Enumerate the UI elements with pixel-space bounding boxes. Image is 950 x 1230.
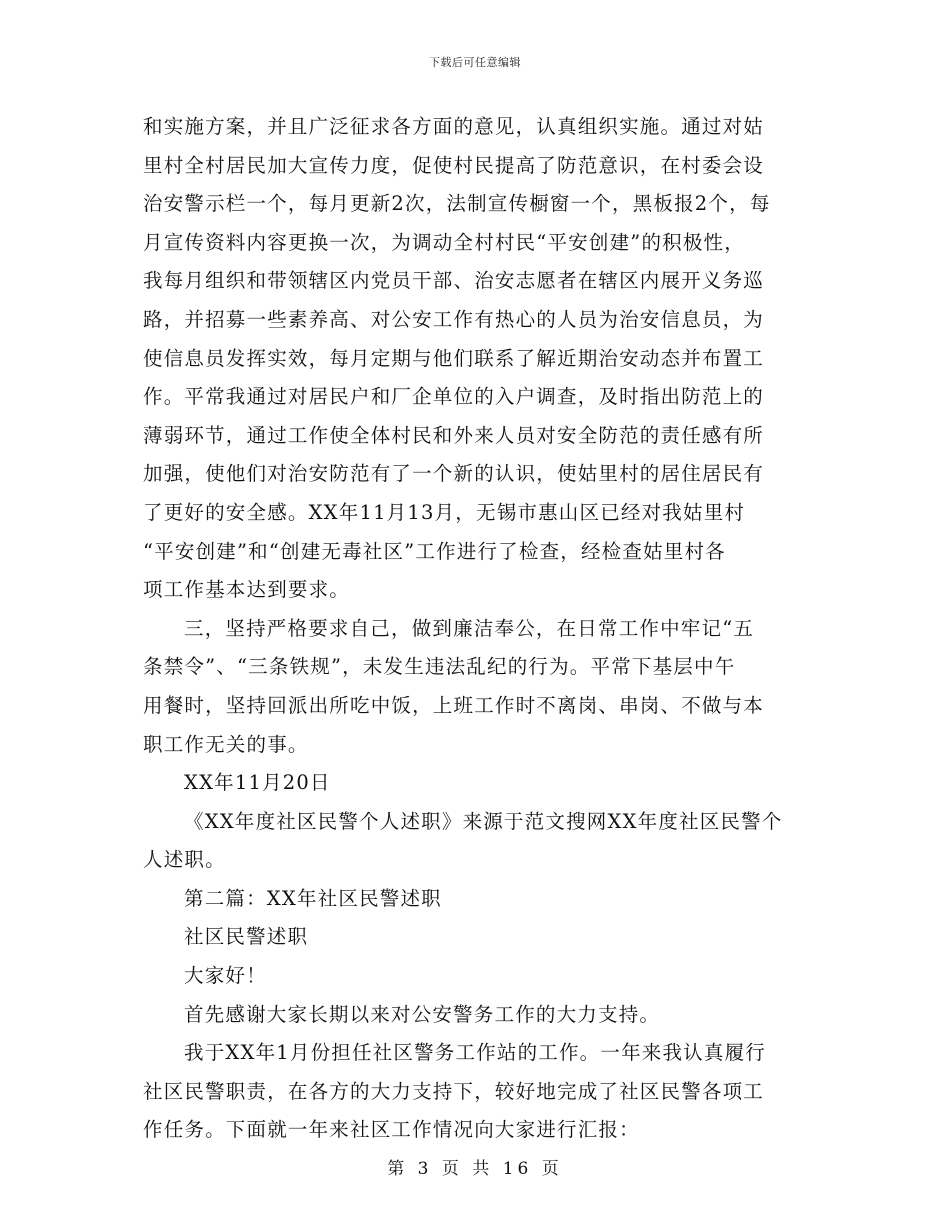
text-line: “平安创建”和“创建无毒社区”工作进行了检查，经检查姑里村各: [143, 539, 726, 563]
text-line: 用餐时，坚持回派出所吃中饭，上班工作时不离岗、串岗、不做与本: [143, 693, 765, 717]
text-line: 作任务。下面就一年来社区工作情况向大家进行汇报：: [143, 1118, 640, 1142]
text-line: 加强，使他们对治安防范有了一个新的认识，使姑里村的居住居民有: [143, 462, 765, 486]
text-line: 职工作无关的事。: [143, 732, 309, 756]
text-line: 路，并招募一些素养高、对公安工作有热心的人员为治安信息员，为: [143, 307, 765, 331]
text-line: 项工作基本达到要求。: [143, 578, 351, 602]
text-line: 使信息员发挥实效，每月定期与他们联系了解近期治安动态并布置工: [143, 346, 765, 370]
text-line: 里村全村居民加大宣传力度，促使村民提高了防范意识，在村委会设: [143, 153, 765, 177]
text-line: 条禁令”、“三条铁规”，未发生违法乱纪的行为。平常下基层中午: [143, 655, 736, 679]
text-line: 月宣传资料内容更换一次，为调动全村村民“平安创建”的积极性，: [143, 230, 745, 254]
text-line: 我于XX年1月份担任社区警务工作站的工作。一年来我认真履行: [184, 1041, 766, 1065]
text-line: 大家好！: [184, 964, 267, 988]
document-body: [143, 108, 811, 1150]
text-line: 社区民警述职: [184, 925, 309, 949]
text-line: XX年11月20日: [184, 771, 331, 795]
text-line: 首先感谢大家长期以来对公安警务工作的大力支持。: [184, 1002, 661, 1026]
page-header: 下载后可任意编辑: [429, 56, 521, 69]
text-line: 治安警示栏一个，每月更新2次，法制宣传橱窗一个，黑板报2个，每: [143, 192, 771, 216]
text-line: 薄弱环节，通过工作使全体村民和外来人员对安全防范的责任感有所: [143, 423, 765, 447]
text-line: 和实施方案，并且广泛征求各方面的意见，认真组织实施。通过对姑: [143, 115, 765, 138]
page-number-footer: 第 3 页 共 16 页: [387, 1159, 563, 1179]
text-line: 作。平常我通过对居民户和厂企单位的入户调查，及时指出防范上的: [143, 385, 765, 409]
text-line: 我每月组织和带领辖区内党员干部、治安志愿者在辖区内展开义务巡: [143, 269, 765, 293]
text-line: 人述职。: [143, 848, 226, 872]
text-line: 《XX年度社区民警个人述职》来源于范文搜网XX年度社区民警个: [184, 809, 783, 833]
text-line: 社区民警职责，在各方的大力支持下，较好地完成了社区民警各项工: [143, 1079, 765, 1103]
text-line: 了更好的安全感。XX年11月13月，无锡市惠山区已经对我姑里村: [143, 500, 746, 524]
text-line: 三，坚持严格要求自己，做到廉洁奉公，在日常工作中牢记“五: [184, 616, 755, 640]
text-line: 第二篇：XX年社区民警述职: [184, 886, 442, 910]
